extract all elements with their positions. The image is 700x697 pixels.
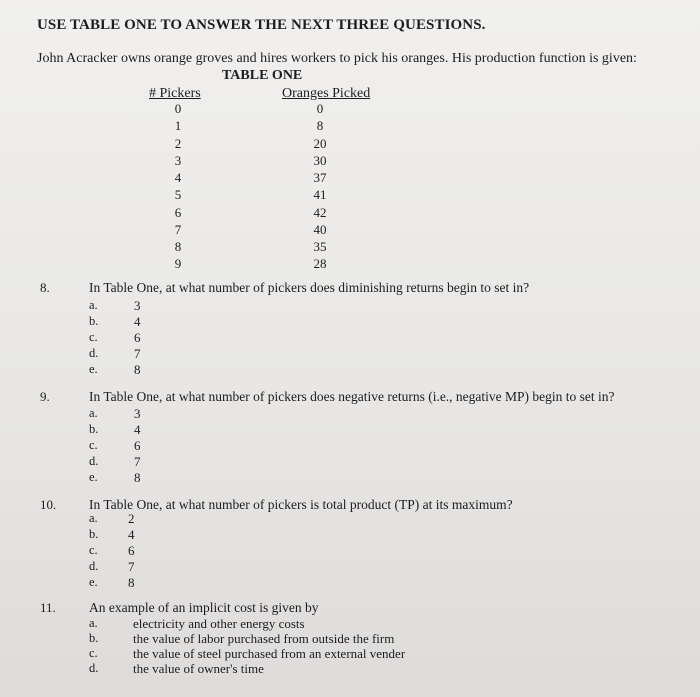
pickers-cell: 5 (174, 187, 182, 202)
option-letter: e. (89, 575, 98, 589)
option-answer: 6 (128, 543, 135, 558)
option-letter: b. (89, 422, 99, 436)
option-answer: 6 (134, 438, 141, 453)
option-answer: 4 (134, 422, 141, 437)
option-letter: b. (89, 631, 99, 645)
pickers-cell: 8 (174, 239, 182, 254)
oranges-cell: 20 (313, 136, 327, 151)
option-answer: 7 (134, 346, 141, 361)
question-number: 11. (40, 600, 56, 615)
option-answer: 8 (134, 470, 141, 485)
pickers-cell: 2 (174, 136, 182, 151)
table-title: TABLE ONE (222, 68, 303, 83)
option-answer: the value of owner's time (133, 661, 264, 676)
option-letter: d. (89, 559, 99, 573)
pickers-cell: 6 (174, 205, 182, 220)
option-answer: 2 (128, 511, 135, 526)
question-text: An example of an implicit cost is given by (89, 600, 319, 615)
option-letter: b. (89, 527, 99, 541)
question-text: In Table One, at what number of pickers is total product (TP) at its maximum? (89, 497, 513, 512)
option-answer: the value of labor purchased from outside the firm (133, 631, 395, 646)
oranges-cell: 35 (313, 239, 327, 254)
pickers-cell: 0 (174, 101, 182, 116)
oranges-cell: 8 (316, 118, 324, 133)
option-letter: c. (89, 543, 98, 557)
oranges-cell: 37 (313, 170, 327, 185)
pickers-column-header: # Pickers (149, 86, 201, 101)
pickers-cell: 1 (174, 118, 182, 133)
option-answer: electricity and other energy costs (133, 616, 305, 631)
option-letter: c. (89, 438, 98, 452)
option-answer: 7 (134, 454, 141, 469)
oranges-cell: 42 (313, 205, 327, 220)
question-text: In Table One, at what number of pickers does negative returns (i.e., negative MP) begin to set in? (89, 389, 615, 404)
option-letter: e. (89, 362, 98, 376)
pickers-cell: 3 (174, 153, 182, 168)
option-answer: 4 (128, 527, 135, 542)
option-letter: a. (89, 616, 98, 630)
oranges-cell: 0 (316, 101, 324, 116)
option-letter: b. (89, 314, 99, 328)
oranges-cell: 30 (313, 153, 327, 168)
question-number: 10. (40, 497, 57, 512)
oranges-cell: 40 (313, 222, 327, 237)
question-number: 9. (40, 389, 50, 404)
option-letter: a. (89, 298, 98, 312)
option-letter: d. (89, 661, 99, 675)
pickers-cell: 7 (174, 222, 182, 237)
option-letter: c. (89, 646, 98, 660)
pickers-cell: 9 (174, 256, 182, 271)
option-answer: 7 (128, 559, 135, 574)
option-letter: d. (89, 346, 99, 360)
option-answer: 3 (134, 406, 141, 421)
intro-text: John Acracker owns orange groves and hires workers to pick his oranges. His production function is given: (37, 51, 637, 66)
option-answer: the value of steel purchased from an external vender (133, 646, 406, 661)
option-answer: 8 (134, 362, 141, 377)
pickers-cell: 4 (174, 170, 182, 185)
option-answer: 8 (128, 575, 135, 590)
option-letter: e. (89, 470, 98, 484)
oranges-cell: 28 (313, 256, 327, 271)
option-answer: 4 (134, 314, 141, 329)
question-text: In Table One, at what number of pickers does diminishing returns begin to set in? (89, 280, 530, 295)
option-answer: 6 (134, 330, 141, 345)
question-number: 8. (40, 280, 50, 295)
oranges-column-header: Oranges Picked (282, 86, 371, 101)
option-answer: 3 (134, 298, 141, 313)
option-letter: d. (89, 454, 99, 468)
option-letter: a. (89, 511, 98, 525)
oranges-cell: 41 (313, 187, 327, 202)
page-heading: USE TABLE ONE TO ANSWER THE NEXT THREE QUESTIONS. (37, 17, 486, 33)
option-letter: a. (89, 406, 98, 420)
option-letter: c. (89, 330, 98, 344)
